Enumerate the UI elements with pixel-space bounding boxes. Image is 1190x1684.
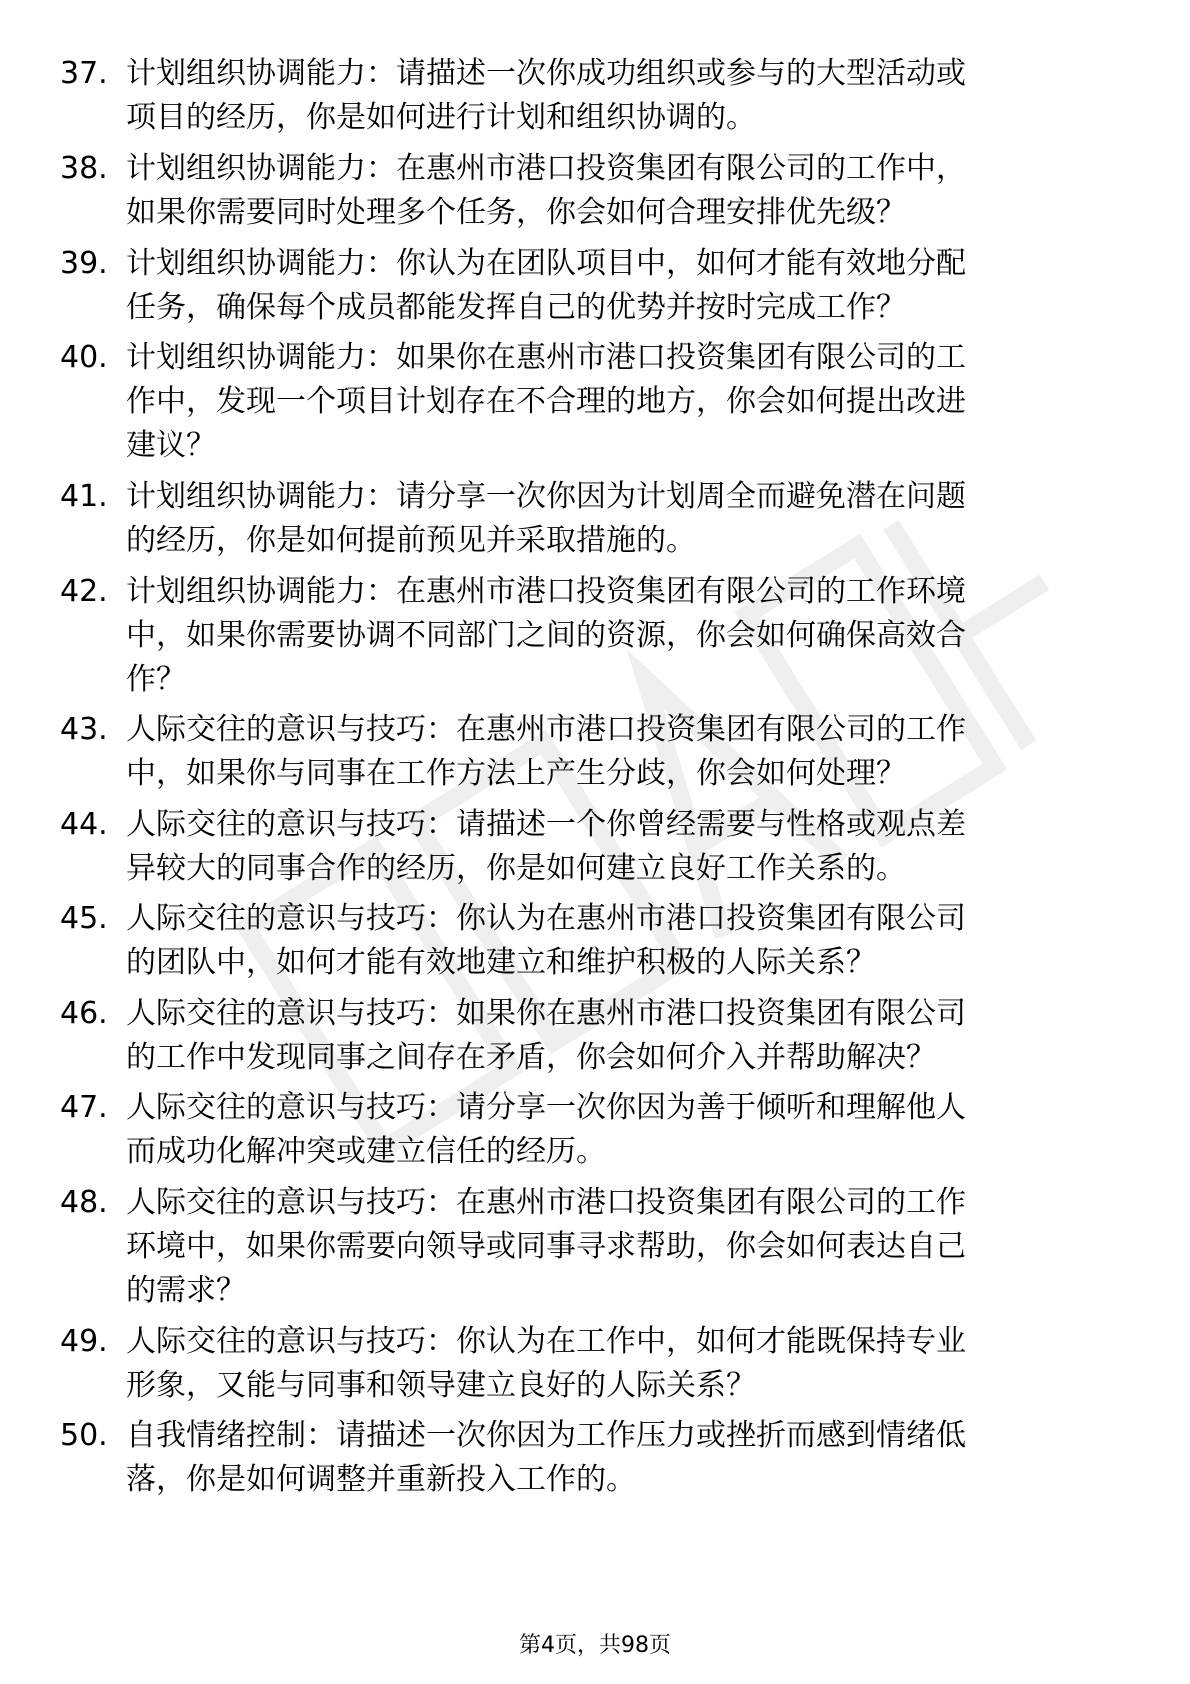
question-line: 人际交往的意识与技巧：你认为在工作中，如何才能既保持专业 [126,1324,966,1359]
question-number: 40. [60,340,108,375]
question-line: 中，如果你需要协调不同部门之间的资源，你会如何确保高效合 [126,618,966,653]
question-text [126,52,1121,140]
question-line: 人际交往的意识与技巧：请分享一次你因为善于倾听和理解他人 [126,1090,966,1125]
question-text [126,147,1121,235]
question-line: 项目的经历，你是如何进行计划和组织协调的。 [126,100,756,135]
question-number: 46. [60,996,108,1031]
question-line: 建议？ [126,428,216,463]
question-line: 落，你是如何调整并重新投入工作的。 [126,1462,636,1497]
question-number: 49. [60,1324,108,1359]
question-line: 任务，确保每个成员都能发挥自己的优势并按时完成工作？ [126,290,906,325]
question-line: 的工作中发现同事之间存在矛盾，你会如何介入并帮助解决？ [126,1040,936,1075]
question-number: 42. [60,574,108,609]
question-line: 的经历，你是如何提前预见并采取措施的。 [126,523,696,558]
question-text [126,1414,1121,1502]
question-number: 43. [60,712,108,747]
question-line: 计划组织协调能力：在惠州市港口投资集团有限公司的工作中， [126,151,966,186]
question-line: 作中，发现一个项目计划存在不合理的地方，你会如何提出改进 [126,384,966,419]
question-line: 人际交往的意识与技巧：在惠州市港口投资集团有限公司的工作 [126,1185,966,1220]
question-number: 48. [60,1185,108,1220]
question-text [126,897,1121,985]
question-line: 的需求？ [126,1273,246,1308]
question-line: 人际交往的意识与技巧：如果你在惠州市港口投资集团有限公司 [126,996,966,1031]
question-line: 异较大的同事合作的经历，你是如何建立良好工作关系的。 [126,851,906,886]
question-line: 中，如果你与同事在工作方法上产生分歧，你会如何处理？ [126,756,906,791]
question-number: 44. [60,807,108,842]
question-text [126,336,1121,468]
question-text [126,1086,1121,1174]
question-number: 50. [60,1418,108,1453]
question-line: 形象，又能与同事和领导建立良好的人际关系？ [126,1368,756,1403]
question-line: 人际交往的意识与技巧：在惠州市港口投资集团有限公司的工作 [126,712,966,747]
question-text [126,708,1121,796]
question-text [126,992,1121,1080]
question-line: 计划组织协调能力：在惠州市港口投资集团有限公司的工作环境 [126,574,966,609]
question-text [126,570,1121,702]
question-number: 39. [60,246,108,281]
question-line: 人际交往的意识与技巧：你认为在惠州市港口投资集团有限公司 [126,901,966,936]
question-line: 人际交往的意识与技巧：请描述一个你曾经需要与性格或观点差 [126,807,966,842]
question-line: 而成功化解冲突或建立信任的经历。 [126,1134,606,1169]
question-line: 的团队中，如何才能有效地建立和维护积极的人际关系？ [126,945,876,980]
question-text [126,803,1121,891]
question-line: 计划组织协调能力：你认为在团队项目中，如何才能有效地分配 [126,246,966,281]
question-number: 37. [60,56,108,91]
question-line: 计划组织协调能力：请描述一次你成功组织或参与的大型活动或 [126,56,966,91]
page-footer: 第4页，共98页 [519,1633,671,1658]
question-line: 计划组织协调能力：如果你在惠州市港口投资集团有限公司的工 [126,340,966,375]
question-line: 计划组织协调能力：请分享一次你因为计划周全而避免潜在问题 [126,479,966,514]
question-line: 作？ [126,662,186,697]
question-text [126,242,1121,330]
question-line: 如果你需要同时处理多个任务，你会如何合理安排优先级？ [126,195,906,230]
question-number: 38. [60,151,108,186]
question-number: 41. [60,479,108,514]
question-number: 47. [60,1090,108,1125]
question-line: 自我情绪控制：请描述一次你因为工作压力或挫折而感到情绪低 [126,1418,966,1453]
question-text [126,1181,1121,1313]
question-number: 45. [60,901,108,936]
question-text [126,1320,1121,1408]
question-text [126,475,1121,563]
question-line: 环境中，如果你需要向领导或同事寻求帮助，你会如何表达自己 [126,1229,966,1264]
